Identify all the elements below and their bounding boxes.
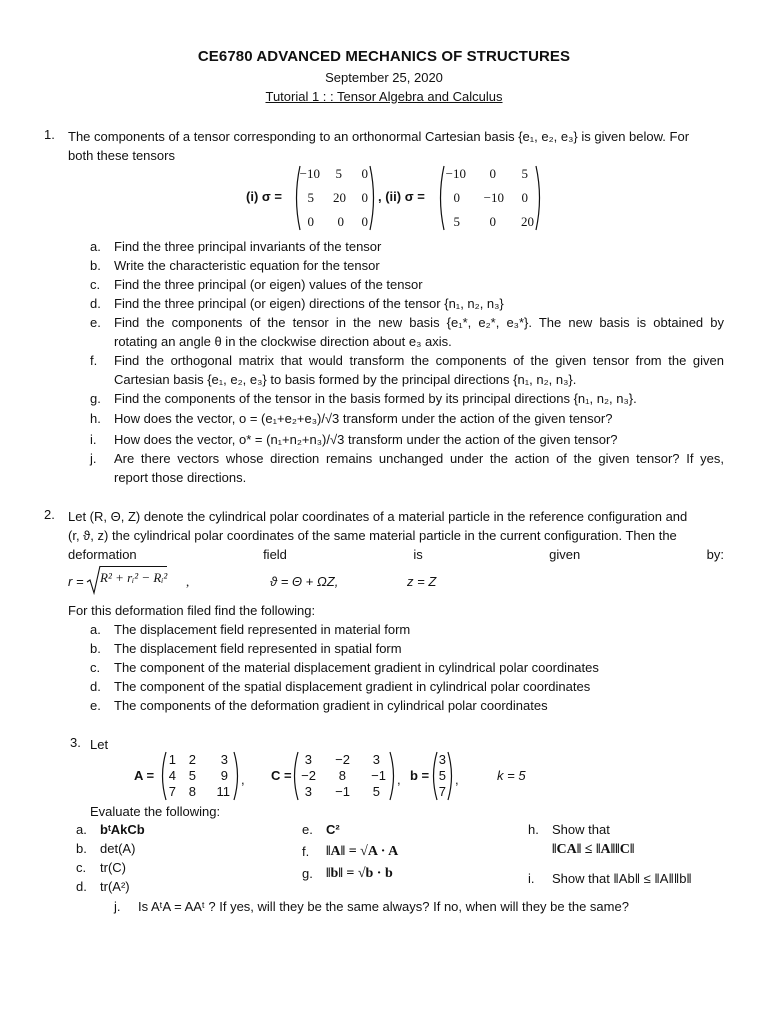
q2-word: by:	[706, 547, 724, 562]
item-label: a.	[76, 822, 87, 837]
q3-k: k = 5	[497, 768, 526, 783]
document-subtitle	[0, 89, 768, 104]
item-label: a.	[90, 239, 101, 254]
q3-item-h-inequality: ‖CA‖ ≤ ‖A‖‖C‖	[552, 842, 635, 857]
item-text: bᵗAkCb	[100, 822, 145, 837]
q1-matrix-i-right-paren	[368, 164, 378, 232]
matrix-cell: 20	[521, 214, 534, 229]
matrix-cell: 0	[453, 190, 460, 205]
vector-cell: 7	[438, 784, 446, 799]
matrix-cell: 20	[333, 190, 346, 205]
q2-word: deformation	[68, 547, 137, 562]
item-text-line2: report those directions.	[114, 470, 247, 485]
svg-text:,: ,	[397, 772, 401, 787]
matrix-cell: 9	[220, 768, 228, 783]
item-text: Find the three principal invariants of the tensor	[114, 239, 382, 254]
matrix-cell: 3	[220, 752, 228, 767]
item-text: The components of the deformation gradient in cylindrical polar coordinates	[114, 698, 548, 713]
item-label: a.	[90, 622, 101, 637]
item-label: d.	[76, 879, 87, 894]
q2-number: 2.	[44, 507, 55, 522]
item-label: c.	[76, 860, 87, 875]
item-text: How does the vector, o = (e₁+e₂+e₃)/√3 transform under the action of the given tensor?	[114, 411, 613, 426]
q3-matrix-C	[296, 752, 392, 800]
q3-C-label: C =	[271, 768, 292, 783]
matrix-cell: −10	[445, 166, 466, 181]
item-text: The displacement field represented in material form	[114, 622, 411, 637]
item-label: b.	[90, 258, 101, 273]
svg-text:,: ,	[241, 772, 245, 787]
item-label: c.	[90, 277, 101, 292]
item-label: g.	[90, 391, 101, 406]
q1-item-j	[90, 449, 724, 487]
item-label: c.	[90, 660, 101, 675]
matrix-cell: 5	[307, 190, 314, 205]
q3-b-label: b =	[410, 768, 430, 783]
matrix-cell: 0	[361, 190, 368, 205]
q2-lead: For this deformation filed find the following:	[68, 603, 316, 618]
item-label: i.	[90, 432, 97, 447]
document-date: September 25, 2020	[325, 70, 443, 85]
matrix-cell: 0	[361, 166, 368, 181]
item-text: tr(A²)	[100, 879, 130, 894]
q1-number: 1.	[44, 127, 55, 142]
item-text: det(A)	[100, 841, 136, 856]
item-label: i.	[528, 871, 535, 886]
matrix-cell: −2	[301, 768, 316, 783]
item-label: b.	[76, 841, 87, 856]
item-text: The component of the spatial displacement gradient in cylindrical polar coordinates	[114, 679, 591, 694]
item-text: Find the components of the tensor in the basis formed by its principal directions {n₁, n₂, n₃}.	[114, 391, 637, 406]
item-text-line2: rotating an angle θ in the clockwise direction about e₃ axis.	[114, 334, 452, 349]
matrix-cell: 1	[168, 752, 176, 767]
item-label: h.	[528, 822, 539, 837]
matrix-cell: 0	[307, 214, 314, 229]
item-text: Find the three principal (or eigen) directions of the tensor {n₁, n₂, n₃}	[114, 296, 504, 311]
matrix-cell: 5	[335, 166, 342, 181]
item-label: d.	[90, 679, 101, 694]
item-text-line2: Cartesian basis {e₁, e₂, e₃} to basis formed by the principal directions {n₁, n₂, n₃}.	[114, 372, 577, 387]
item-label: h.	[90, 411, 101, 426]
item-text: How does the vector, o* = (n₁+n₂+n₃)/√3 transform under the action of the given tensor?	[114, 432, 618, 447]
q1-intro-line2: both these tensors	[68, 148, 175, 163]
q1-matrix-i-label: (i) σ =	[246, 189, 282, 204]
matrix-cell: 5	[521, 166, 528, 181]
item-label: j.	[90, 451, 97, 466]
matrix-cell: 11	[216, 784, 230, 799]
item-text: C²	[326, 822, 340, 837]
item-text: Find the orthogonal matrix that would transform the components of the given tensor from the given	[114, 353, 724, 368]
item-text: Show that ‖Ab‖ ≤ ‖A‖‖b‖	[552, 871, 692, 886]
q3-evaluate: Evaluate the following:	[90, 804, 221, 819]
matrix-cell: 0	[521, 190, 528, 205]
item-text: The component of the material displacement gradient in cylindrical polar coordinates	[114, 660, 599, 675]
item-label: f.	[90, 353, 98, 368]
item-text: ‖b‖ = √b · b	[326, 866, 393, 881]
matrix-cell: 8	[338, 768, 346, 783]
matrix-cell: −1	[335, 784, 350, 799]
item-text: ‖A‖ = √A · A	[326, 844, 399, 859]
q2-line3	[68, 545, 724, 564]
item-text: The displacement field represented in spatial form	[114, 641, 402, 656]
matrix-cell: −1	[371, 768, 386, 783]
item-label: e.	[302, 822, 313, 837]
item-label: b.	[90, 641, 101, 656]
subtitle-text: Tutorial 1 : : Tensor Algebra and Calculus	[265, 89, 503, 104]
q1-matrix-i	[296, 166, 376, 230]
q3-let: Let	[90, 737, 109, 752]
matrix-cell: 5	[372, 784, 380, 799]
matrix-cell: 0	[361, 214, 368, 229]
item-label: j.	[114, 899, 121, 914]
item-text-line1	[114, 313, 724, 332]
item-label: e.	[90, 698, 101, 713]
matrix-cell: 3	[372, 752, 380, 767]
item-text: Find the three principal (or eigen) values of the tensor	[114, 277, 423, 292]
matrix-cell: 8	[188, 784, 196, 799]
matrix-cell: −10	[299, 166, 320, 181]
q3-C-right-paren	[388, 750, 404, 802]
q3-A-right-paren	[232, 750, 248, 802]
q1-matrix-ii-right-paren	[534, 164, 544, 232]
item-text: Find the components of the tensor in the new basis {e₁*, e₂*, e₃*}. The new basis is obtained by	[114, 315, 724, 330]
matrix-cell: 0	[337, 214, 344, 229]
q3-b-right-paren	[446, 750, 462, 802]
q1-intro-line1: The components of a tensor corresponding to an orthonormal Cartesian basis {e₁, e₂, e₃} is given below. For	[68, 129, 690, 144]
q2-eq-z: z = Z	[407, 574, 437, 589]
matrix-cell: 3	[304, 752, 312, 767]
q2-word: is	[413, 547, 423, 562]
q2-eq-r-tail: ,	[186, 574, 190, 589]
matrix-cell: −10	[483, 190, 504, 205]
document-title: CE6780 ADVANCED MECHANICS OF STRUCTURES	[197, 48, 571, 65]
item-text: Is AᵗA = AAᵗ ? If yes, will they be the same always? If no, when will they be the same?	[138, 899, 629, 914]
item-text: Write the characteristic equation for the tensor	[114, 258, 380, 273]
q1-item-e	[90, 313, 724, 351]
item-text-line1	[114, 449, 724, 468]
matrix-cell: 3	[304, 784, 312, 799]
matrix-cell: 0	[489, 166, 496, 181]
q1-item-f	[90, 351, 724, 389]
q2-eq-theta: ϑ = Θ + ΩZ,	[270, 574, 339, 589]
item-label: f.	[302, 844, 310, 859]
svg-text:,: ,	[455, 772, 459, 787]
item-text-line1	[114, 351, 724, 370]
matrix-cell: 2	[188, 752, 196, 767]
vector-cell: 5	[438, 768, 446, 783]
q3-matrix-A	[166, 752, 240, 800]
q2-eq-r-radicand: R² + rᵢ² − Rᵢ²	[100, 566, 167, 586]
matrix-cell: 7	[168, 784, 176, 799]
matrix-cell: 0	[489, 214, 496, 229]
q2-line2: (r, ϑ, z) the cylindrical polar coordinates of the same material particle in the current configuration. Then the	[68, 528, 677, 543]
vector-cell: 3	[438, 752, 446, 767]
q2-eq-r-lhs: r =	[68, 574, 84, 589]
item-text: tr(C)	[100, 860, 126, 875]
matrix-cell: 5	[188, 768, 196, 783]
q2-word: given	[549, 547, 581, 562]
matrix-cell: 5	[453, 214, 460, 229]
item-label: g.	[302, 866, 313, 881]
q1-matrix-ii-label: , (ii) σ =	[378, 189, 425, 204]
item-label: d.	[90, 296, 101, 311]
q1-matrix-ii	[440, 166, 540, 230]
matrix-cell: 4	[168, 768, 176, 783]
item-text: Are there vectors whose direction remains unchanged under the action of the given tensor? If yes,	[114, 451, 724, 466]
q2-line1: Let (R, Θ, Z) denote the cylindrical polar coordinates of a material particle in the reference configuration and	[68, 509, 688, 524]
item-text: Show that	[552, 822, 610, 837]
matrix-cell: −2	[335, 752, 350, 767]
q3-A-label: A =	[134, 768, 155, 783]
q2-word: field	[263, 547, 287, 562]
q3-number: 3.	[70, 735, 81, 750]
item-label: e.	[90, 315, 101, 330]
